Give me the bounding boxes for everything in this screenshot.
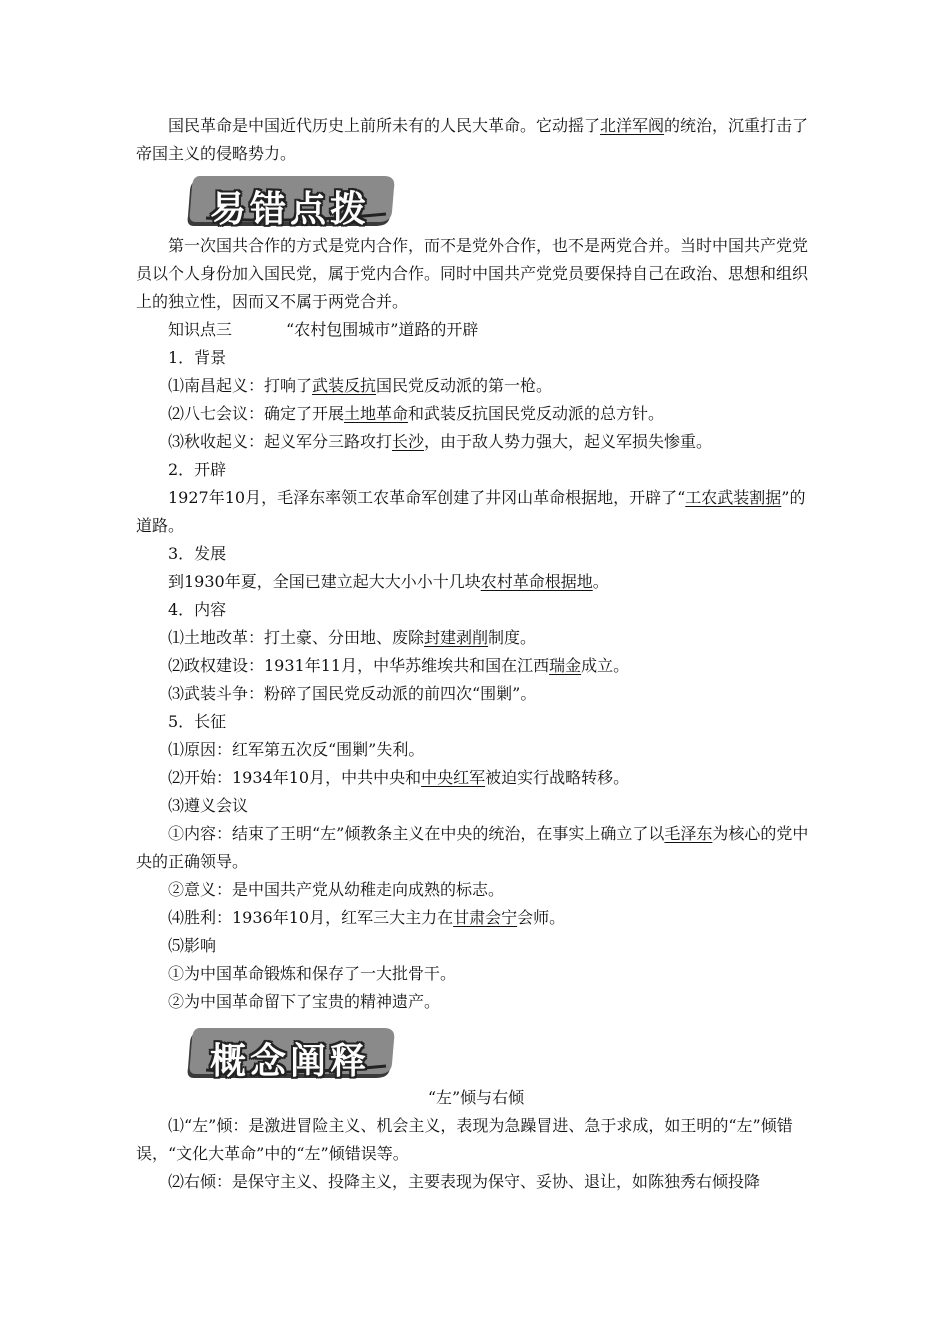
- heading-content: 4．内容: [168, 600, 227, 619]
- section-heading: [136, 316, 816, 344]
- underlined-term: 封建剥削: [424, 628, 489, 647]
- banner-concept: [186, 1026, 396, 1082]
- list-item: [136, 428, 816, 456]
- text: ⑵八七会议：确定了开展: [168, 404, 345, 423]
- tip-paragraph: 第一次国共合作的方式是党内合作，而不是党外合作，也不是两党合并。当时中国共产党党员以个人身份加入国民党，属于党内合作。同时中国共产党党员要保持自己在政治、思想和组织上的独立性，因而又不属于两党合并。: [136, 236, 809, 311]
- underlined-term: 长沙: [392, 432, 425, 451]
- development-paragraph: [136, 568, 816, 596]
- underlined-term: 北洋军阀: [600, 116, 665, 135]
- text: 到1930年夏，全国已建立起大大小小十几块: [168, 572, 481, 591]
- text: 被迫实行战略转移。: [485, 768, 630, 787]
- page-content: [136, 112, 816, 1196]
- concept-paragraph: ⑵右倾：是保守主义、投降主义，主要表现为保守、妥协、退让，如陈独秀右倾投降: [168, 1172, 761, 1191]
- text: ⑵开始：1934年10月，中共中央和: [168, 768, 422, 787]
- text: 制度。: [488, 628, 537, 647]
- underlined-term: 甘肃会宁: [453, 908, 518, 927]
- list-item: [136, 624, 816, 652]
- intro-paragraph: [136, 112, 816, 168]
- text: 国民党反动派的第一枪。: [376, 376, 553, 395]
- text: ⑶秋收起义：起义军分三路攻打: [168, 432, 393, 451]
- list-item: [136, 764, 816, 792]
- text: ”的道路。: [136, 488, 806, 535]
- list-item: ⑴原因：红军第五次反“围剿”失利。: [168, 740, 425, 759]
- concept-title: “左”倾与右倾: [427, 1088, 525, 1107]
- text: 的统治，沉重打击了帝国主义的侵略势力。: [136, 116, 809, 163]
- list-item: ②为中国革命留下了宝贵的精神遗产。: [168, 992, 441, 1011]
- list-item: ⑶遵义会议: [168, 796, 249, 815]
- section-label: 知识点三: [168, 320, 233, 339]
- underlined-term: 土地革命: [344, 404, 409, 423]
- section-title: “农村包围城市”道路的开辟: [286, 320, 479, 339]
- underlined-term: 中央红军: [421, 768, 486, 787]
- text: ⑷胜利：1936年10月，红军三大主力在: [168, 908, 454, 927]
- heading-background: 1．背景: [168, 348, 227, 367]
- list-item: [136, 372, 816, 400]
- heading-development: 3．发展: [168, 544, 227, 563]
- opening-paragraph: [136, 484, 816, 540]
- list-item: ⑸影响: [168, 936, 217, 955]
- list-item: [136, 652, 816, 680]
- text: ，由于敌人势力强大，起义军损失惨重。: [424, 432, 713, 451]
- list-item: ②意义：是中国共产党从幼稚走向成熟的标志。: [168, 880, 505, 899]
- list-item: [136, 820, 816, 876]
- banner-title: 易错点拨: [210, 189, 371, 230]
- text: 。: [592, 572, 609, 591]
- text: 1927年10月，毛泽东率领工农革命军创建了井冈山革命根据地，开辟了“: [168, 488, 686, 507]
- list-item: ①为中国革命锻炼和保存了一大批骨干。: [168, 964, 457, 983]
- text: 和武装反抗国民党反动派的总方针。: [408, 404, 665, 423]
- text: ⑵政权建设：1931年11月，中华苏维埃共和国在江西: [168, 656, 550, 675]
- underlined-term: 农村革命根据地: [480, 572, 593, 591]
- banner-mistake-tips: [186, 174, 396, 230]
- text: 成立。: [581, 656, 630, 675]
- underlined-term: 武装反抗: [312, 376, 377, 395]
- banner-title: 概念阐释: [210, 1041, 371, 1082]
- heading-opening: 2．开辟: [168, 460, 227, 479]
- text: ①内容：结束了王明“左”倾教条主义在中央的统治，在事实上确立了以: [168, 824, 665, 843]
- heading-long-march: 5．长征: [168, 712, 227, 731]
- list-item: ⑶武装斗争：粉碎了国民党反动派的前四次“围剿”。: [168, 684, 537, 703]
- concept-paragraph: ⑴“左”倾：是激进冒险主义、机会主义，表现为急躁冒进、急于求成，如王明的“左”倾错误，“文化大革命”中的“左”倾错误等。: [136, 1116, 793, 1163]
- text: 为核心的党中央的正确领导。: [136, 824, 809, 871]
- list-item: [136, 400, 816, 428]
- text: 会师。: [517, 908, 566, 927]
- underlined-term: 瑞金: [549, 656, 582, 675]
- text: 国民革命是中国近代历史上前所未有的人民大革命。它动摇了: [168, 116, 601, 135]
- text: ⑴土地改革：打土豪、分田地、废除: [168, 628, 425, 647]
- text: ⑴南昌起义：打响了: [168, 376, 313, 395]
- underlined-term: 工农武装割据: [685, 488, 782, 507]
- list-item: [136, 904, 816, 932]
- underlined-term: 毛泽东: [664, 824, 713, 843]
